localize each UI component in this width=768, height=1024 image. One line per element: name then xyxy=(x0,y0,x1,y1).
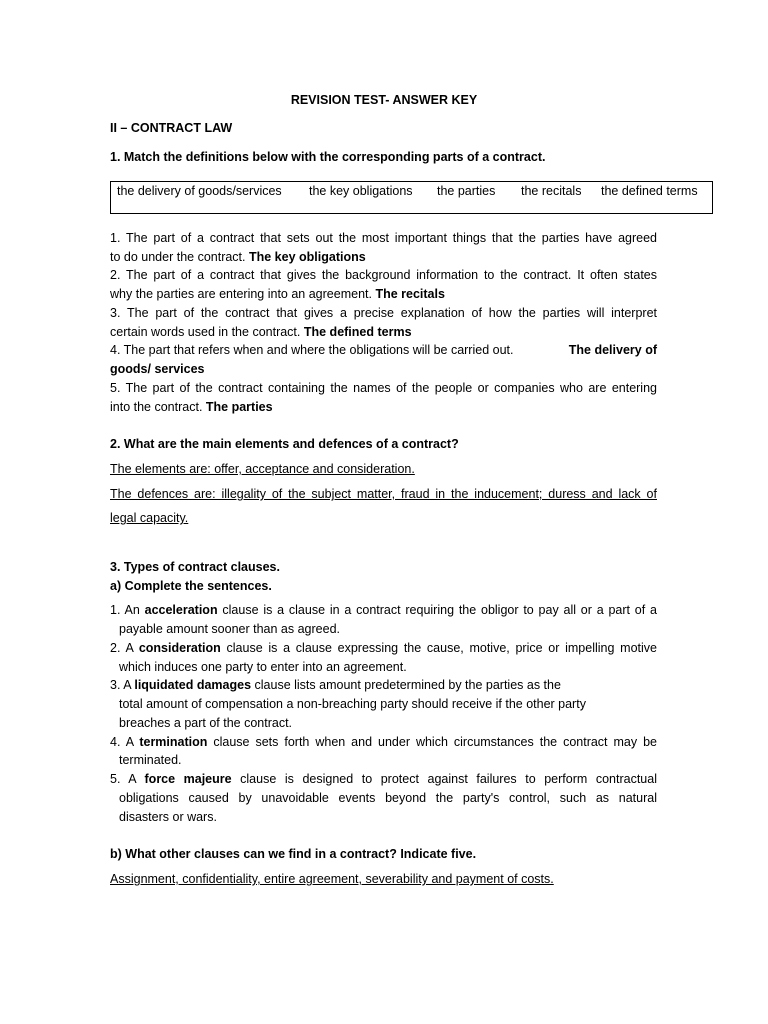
q3-item-3-term: liquidated damages xyxy=(134,678,252,692)
q3-item-5-line2: obligations caused by unavoidable events beyond the party's control, such as natural xyxy=(119,791,657,805)
question-2-heading: 2. What are the main elements and defences of a contract? xyxy=(110,437,459,451)
question-3b-heading: b) What other clauses can we find in a contract? Indicate five. xyxy=(110,847,477,861)
section-heading: II – CONTRACT LAW xyxy=(110,121,233,135)
q1-item-3-line1: 3. The part of the contract that gives a precise explanation of how the parties will interpret xyxy=(110,306,657,320)
options-box xyxy=(110,181,713,214)
q3-item-4-term: termination xyxy=(139,735,208,749)
q3-item-2-line2: which induces one party to enter into an agreement. xyxy=(119,660,407,674)
q3-item-2-term: consideration xyxy=(138,641,221,655)
q1-item-4-answer-part2: goods/ services xyxy=(110,362,205,376)
q1-item-2-answer: The recitals xyxy=(375,287,445,301)
q2-defences-answer-line2: legal capacity. xyxy=(110,511,189,525)
option-delivery: the delivery of goods/services xyxy=(117,184,282,198)
page-title: REVISION TEST- ANSWER KEY xyxy=(290,93,478,107)
option-key-obligations: the key obligations xyxy=(309,184,413,198)
option-parties: the parties xyxy=(437,184,496,198)
option-defined-terms: the defined terms xyxy=(601,184,698,198)
q3-item-5-term: force majeure xyxy=(144,772,232,786)
q1-item-5-answer: The parties xyxy=(205,400,273,414)
q1-item-5-line2: into the contract. The parties xyxy=(110,400,273,414)
q3-item-4-line1: 4. A termination clause sets forth when and under which circumstances the contract may be xyxy=(110,735,657,749)
option-recitals: the recitals xyxy=(521,184,582,198)
q2-defences-answer-line1: The defences are: illegality of the subject matter, fraud in the inducement; duress and lack of xyxy=(110,487,657,501)
q3-item-1-line1: 1. An acceleration clause is a clause in a contract requiring the obligor to pay all or a part of a xyxy=(110,603,657,617)
q3-item-3-line2: total amount of compensation a non-breaching party should receive if the other party xyxy=(119,697,586,711)
q1-item-2-line2: why the parties are entering into an agreement. The recitals xyxy=(110,287,445,301)
q3-item-3-line3: breaches a part of the contract. xyxy=(119,716,293,730)
q3-item-5-line3: disasters or wars. xyxy=(119,810,217,824)
q1-item-1-answer: The key obligations xyxy=(248,250,366,264)
q1-item-4-answer-part1: The delivery of xyxy=(568,343,657,357)
q1-item-5-line1: 5. The part of the contract containing the names of the people or companies who are entering xyxy=(110,381,657,395)
q3-item-1-line2: payable amount sooner than as agreed. xyxy=(119,622,340,636)
q3-item-1-term: acceleration xyxy=(144,603,218,617)
q3b-answer: Assignment, confidentiality, entire agreement, severability and payment of costs. xyxy=(110,872,554,886)
q3-item-4-line2: terminated. xyxy=(119,753,182,767)
q1-item-1-line2: to do under the contract. The key obligations xyxy=(110,250,366,264)
q1-item-2-line1: 2. The part of a contract that gives the background information to the contract. It often states xyxy=(110,268,657,282)
q1-item-1-line1: 1. The part of a contract that sets out the most important things that the parties have agreed xyxy=(110,231,657,245)
question-3a-heading: a) Complete the sentences. xyxy=(110,579,272,593)
q3-item-2-line1: 2. A consideration clause is a clause expressing the cause, motive, price or impelling motive xyxy=(110,641,657,655)
q1-item-3-answer: The defined terms xyxy=(303,325,412,339)
q3-item-5-line1: 5. A force majeure clause is designed to protect against failures to perform contractual xyxy=(110,772,657,786)
question-3-heading: 3. Types of contract clauses. xyxy=(110,560,280,574)
q1-item-4-line1: 4. The part that refers when and where the obligations will be carried out. The delivery of xyxy=(110,343,657,357)
q3-item-3-line1: 3. A liquidated damages clause lists amount predetermined by the parties as the xyxy=(110,678,561,692)
q2-elements-answer: The elements are: offer, acceptance and consideration. xyxy=(110,462,415,476)
q1-item-3-line2: certain words used in the contract. The defined terms xyxy=(110,325,412,339)
question-1-heading: 1. Match the definitions below with the corresponding parts of a contract. xyxy=(110,150,546,164)
